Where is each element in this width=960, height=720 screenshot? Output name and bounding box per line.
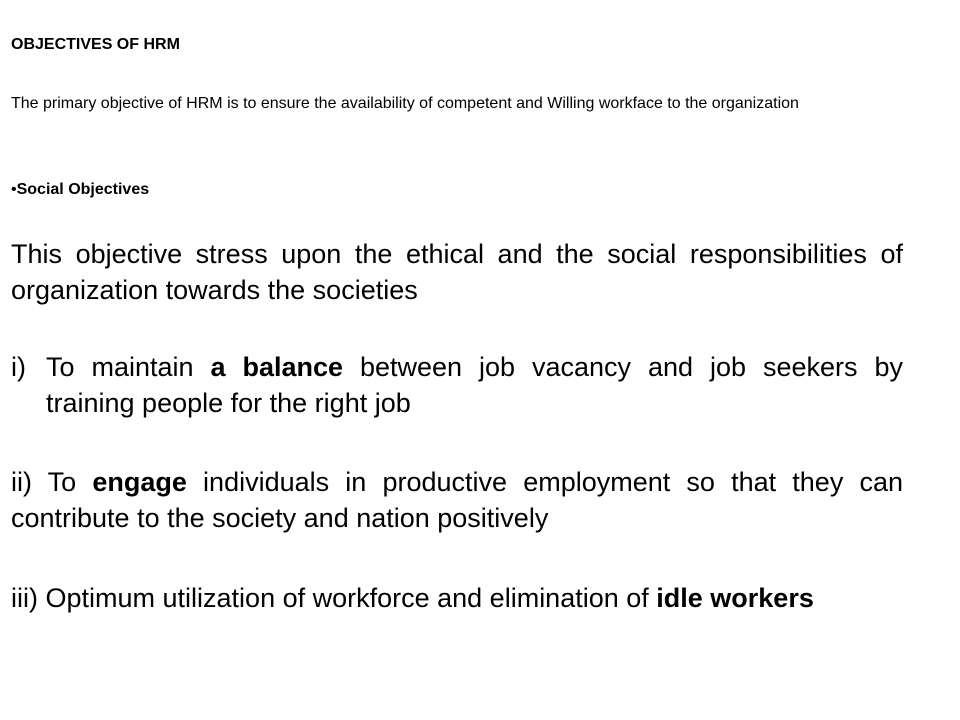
item-number: iii) <box>11 583 38 613</box>
item-text-start: To maintain <box>46 352 211 382</box>
item-emphasis: idle workers <box>656 583 814 613</box>
objective-item-2 <box>11 464 903 536</box>
intro-paragraph: The primary objective of HRM is to ensure the availability of competent and Willing workface to the organization <box>11 95 799 112</box>
bullet-dot-icon: • <box>11 181 17 198</box>
item-number: i) <box>11 352 26 382</box>
item-emphasis: a balance <box>210 352 344 382</box>
description-paragraph: This objective stress upon the ethical and the social responsibilities of organization towards the societies <box>11 239 903 305</box>
objective-item-3 <box>11 580 903 616</box>
item-emphasis: engage <box>92 467 187 497</box>
item-text <box>46 349 903 421</box>
bullet-label: Social Objectives <box>16 181 150 198</box>
item-text-start: Optimum utilization of workforce and elimination of <box>38 583 657 613</box>
social-objectives-bullet <box>11 179 149 201</box>
item-text-end: between job vacancy and job seekers by training people for the right job <box>46 352 903 418</box>
objective-item-1 <box>11 349 903 421</box>
item-number: ii) <box>11 467 32 497</box>
item-text-start: To <box>32 467 93 497</box>
slide-title: OBJECTIVES OF HRM <box>11 36 180 53</box>
item-text-end: individuals in productive employment so that they can contribute to the society and nation positively <box>11 467 904 533</box>
